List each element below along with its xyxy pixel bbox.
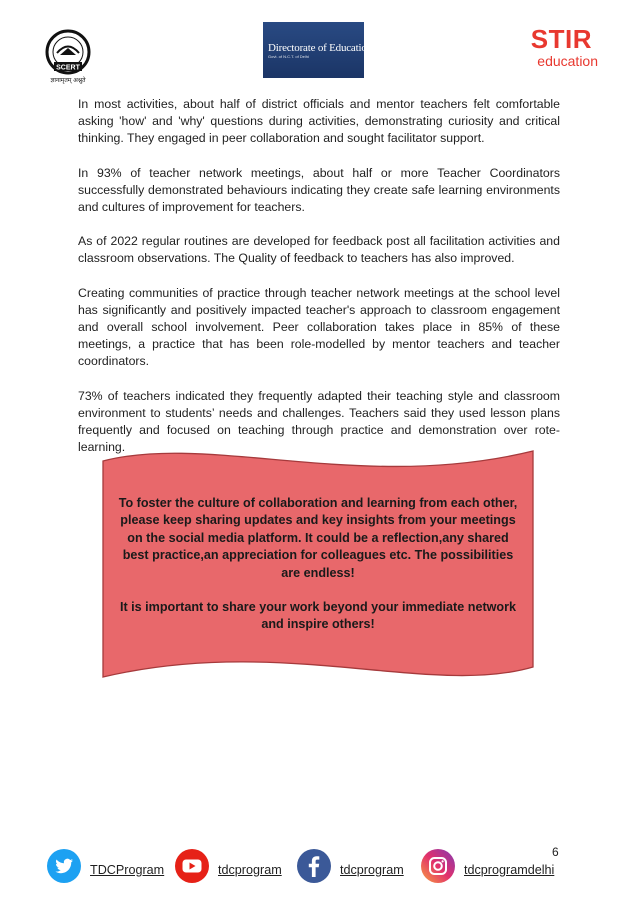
instagram-handle[interactable]: tdcprogramdelhi xyxy=(464,863,555,877)
stir-education-logo xyxy=(508,24,604,74)
youtube-handle[interactable]: tdcprogram xyxy=(218,863,282,877)
stir-logo-main: STIR xyxy=(530,24,592,54)
callout-banner xyxy=(101,445,535,690)
facebook-handle[interactable]: tdcprogram xyxy=(340,863,404,877)
instagram-camera-icon xyxy=(420,848,456,884)
twitter-bird-icon xyxy=(46,848,82,884)
paragraph-1: In most activities, about half of district officials and mentor teachers felt comfortable asking 'how' and 'why' questions during activities, demonstrating curiosity and critical thinking. They engaged in peer collaboration and sought facilitator support. xyxy=(78,97,560,146)
social-footer xyxy=(0,848,638,888)
body-content xyxy=(78,96,560,473)
paragraph-2: In 93% of teacher network meetings, about half or more Teacher Coordinators successfully demonstrated behaviours indicating they create safe learning environments and cultures of improvement for teachers. xyxy=(78,165,560,215)
stir-logo-sub: education xyxy=(537,53,598,69)
youtube-play-icon xyxy=(174,848,210,884)
doe-logo-title: Directorate of Education xyxy=(268,42,372,54)
scert-logo xyxy=(36,28,100,86)
banner-call-to-action: It is important to share your work beyond your immediate network and inspire others! xyxy=(119,600,517,632)
doe-logo-subtitle: Govt. of N.C.T. of Delhi xyxy=(268,54,309,59)
scert-motto: ज्ञानामृतम् अश्नुते xyxy=(50,77,86,84)
twitter-handle[interactable]: TDCProgram xyxy=(90,863,165,877)
directorate-of-education-logo xyxy=(263,22,372,78)
paragraph-5: 73% of teachers indicated they frequently adapted their teaching style and classroom environment to students’ needs and challenges. Teachers said they used lesson plans frequently and focused on teaching through practice and demonstration over rote-learning. xyxy=(78,388,560,455)
banner-message: To foster the culture of collaboration and learning from each other, please keep sharing updates and key insights from your meetings on the social media platform. It could be a reflection,any shared best practice,an appreciation for colleagues etc. The possibilities are endless! xyxy=(118,496,518,580)
scert-logo-text: SCERT xyxy=(56,64,80,72)
paragraph-3: As of 2022 regular routines are developed for feedback post all facilitation activities and classroom observations. The Quality of feedback to teachers has also improved. xyxy=(78,234,560,266)
facebook-f-icon xyxy=(296,848,332,884)
scert-emblem-icon xyxy=(36,28,100,86)
page-number: 6 xyxy=(552,845,559,859)
banner-text xyxy=(117,495,519,651)
paragraph-4: Creating communities of practice through teacher network meetings at the school level has significantly and positively impacted teacher's approach to classroom engagement and overall school involvement. Peer collaboration takes place in 85% of these meetings, a practice that has been role-modelled by mentor teachers and teacher coordinators. xyxy=(78,285,560,369)
